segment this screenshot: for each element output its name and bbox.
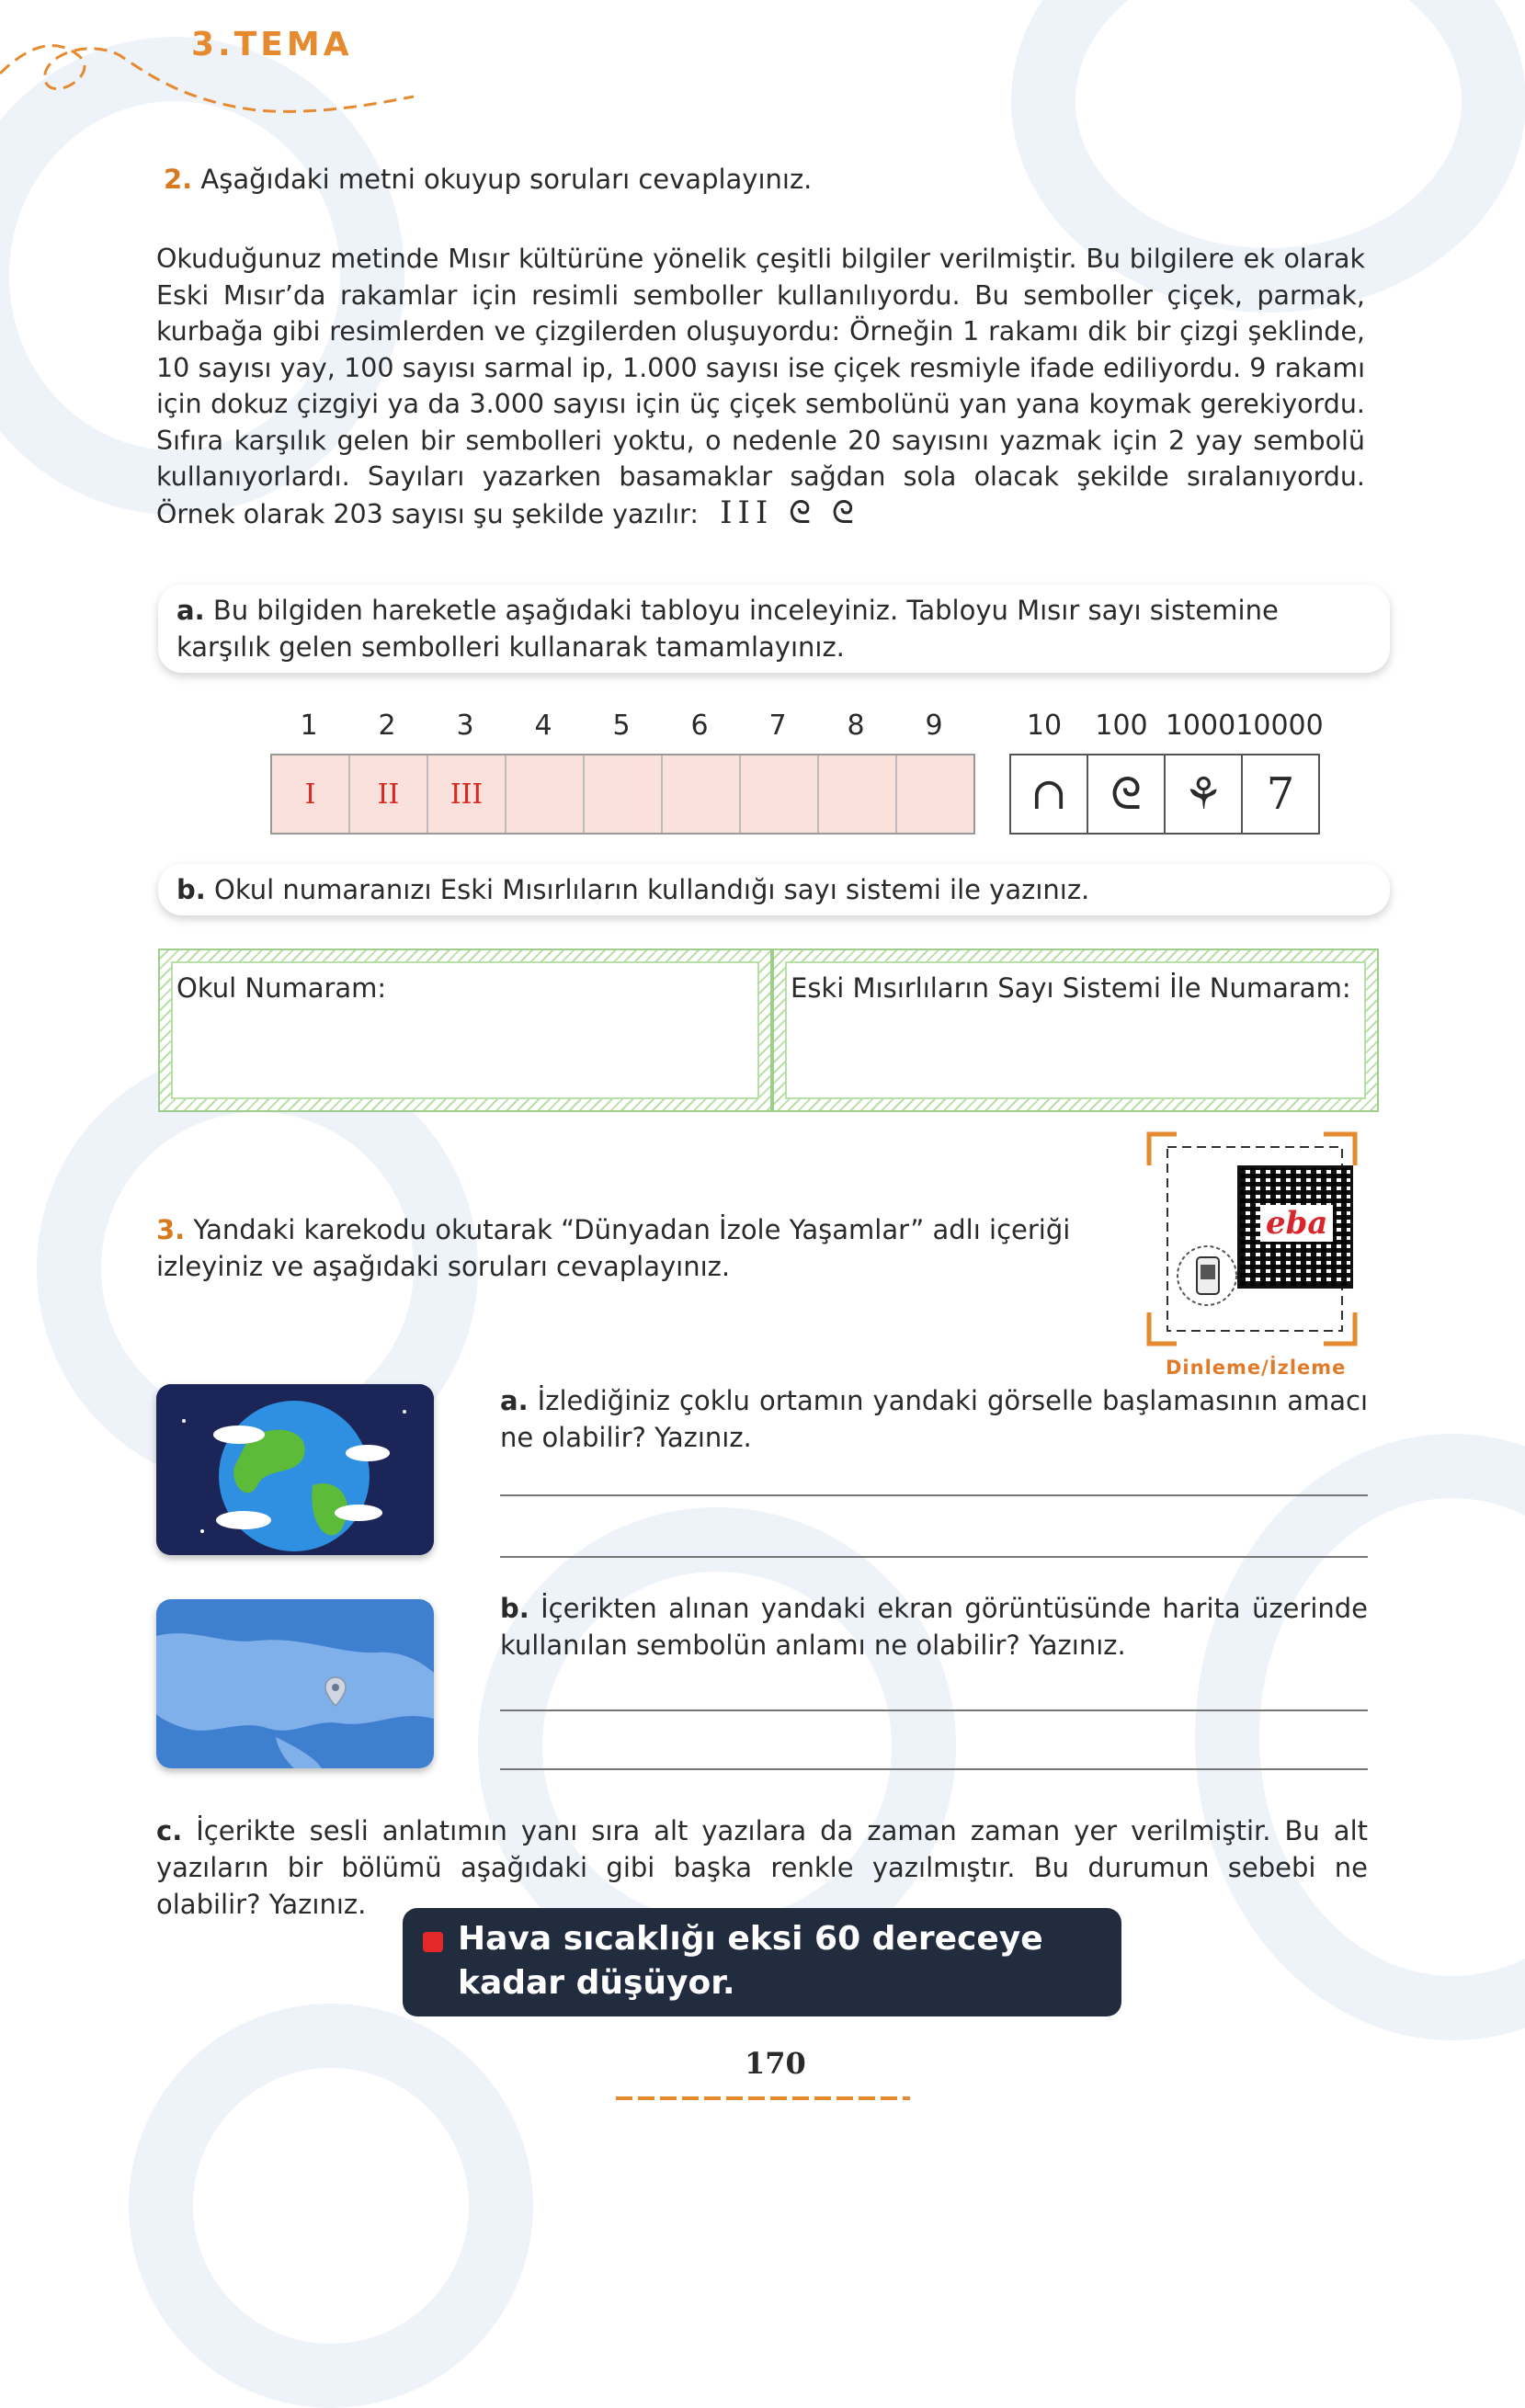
question-3a <box>500 1382 1368 1456</box>
paragraph-text: Okuduğunuz metinde Mısır kültürüne yönelik çeşitli bilgiler verilmiştir. Bu bilgilere ek olarak Eski Mısır’da rakamlar için resimli semboller kullanılıyordu. Bu semboller çiçek, parmak, kurbağa gibi resimlerden ve çizgilerden oluşuyordu: Örneğin 1 rakamı dik bir çizgi şeklinde, 10 sayısı yay, 100 sayısı sarmal ip, 1.000 sayısı ise çiçek resmiyle ifade ediliyordu. 9 rakamı için dokuz çizgiyi ya da 3.000 sayısı için üç çiçek sembolünü yan yana koymak gerekiyordu. Sıfıra karşılık gelen bir sembolleri yoktu, o nedenle 20 sayısını yazmak için 2 yay sembolü kullanıyorlardı. Sayıları yazarken basamaklar sağdan sola olacak şekilde sıralanıyordu. Örnek olarak 203 sayısı şu şekilde yazılır: <box>156 244 1365 529</box>
table-cell: III <box>428 755 506 833</box>
background-decoration <box>129 2004 533 2408</box>
earth-illustration <box>156 1384 434 1555</box>
phone-icon <box>1177 1239 1237 1312</box>
number-label: 10000 <box>1235 710 1324 742</box>
egyptian-powers-table <box>1009 754 1320 835</box>
box-label: Okul Numaram: <box>176 972 387 1004</box>
number-label: 7 <box>768 710 787 742</box>
map-image <box>156 1599 434 1768</box>
reading-paragraph <box>156 241 1365 532</box>
box-label: Eski Mısırlıların Sayı Sistemi İle Numaram: <box>791 972 1351 1004</box>
answer-line[interactable] <box>500 1494 1368 1496</box>
question-3c <box>156 1812 1368 1923</box>
question-number: 3. <box>156 1214 186 1245</box>
qr-code-image[interactable] <box>1237 1165 1353 1289</box>
prompt-text: Bu bilgiden hareketle aşağıdaki tabloyu inceleyiniz. Tabloyu Mısır sayı sistemine karşılık gelen sembolleri kullanarak tamamlayınız. <box>176 595 1279 663</box>
question-number: 2. <box>164 164 193 195</box>
earth-image <box>156 1384 434 1555</box>
egyptian-number-box[interactable] <box>772 948 1379 1112</box>
footer-ornament <box>616 2094 910 2103</box>
question-3b <box>500 1590 1368 1664</box>
red-bullet-icon <box>423 1932 443 1952</box>
qr-caption: Dinleme/İzleme <box>1166 1357 1347 1379</box>
subtitle-example <box>403 1908 1121 2016</box>
question-3-heading <box>156 1211 1075 1285</box>
number-label: 100 <box>1095 710 1148 742</box>
symbol-lotus: ⚘ <box>1166 755 1243 833</box>
prompt-text: İzlediğiniz çoklu ortamın yandaki görselle başlamasının amacı ne olabilir? Yazınız. <box>500 1385 1368 1453</box>
subtitle-text: Hava sıcaklığı eksi 60 dereceye kadar düşüyor. <box>458 1920 1043 2002</box>
table-cell-empty[interactable] <box>897 755 973 833</box>
school-number-box[interactable] <box>158 948 772 1112</box>
prompt-text: Okul numaranızı Eski Mısırlıların kullandığı sayı sistemi ile yazınız. <box>214 874 1090 905</box>
answer-line[interactable] <box>500 1556 1368 1558</box>
number-label: 9 <box>925 710 943 742</box>
table-cell-empty[interactable] <box>741 755 819 833</box>
number-label: 10 <box>1026 710 1063 742</box>
number-label: 6 <box>690 710 709 742</box>
table-cell-empty[interactable] <box>663 755 741 833</box>
page-number: 170 <box>745 2046 806 2081</box>
number-label: 1 <box>300 710 318 742</box>
table-cell-empty[interactable] <box>819 755 897 833</box>
prompt-text: İçerikten alınan yandaki ekran görüntüsünde harita üzerinde kullanılan sembolün anlamı ne olabilir? Yazınız. <box>500 1593 1369 1661</box>
table-cell-empty[interactable] <box>506 755 585 833</box>
symbol-coil: ᘓ <box>1088 755 1166 833</box>
question-instruction: Yandaki karekodu okutarak “Dünyadan İzole Yaşamlar” adlı içeriği izleyiniz ve aşağıdaki soruları cevaplayınız. <box>156 1214 1071 1282</box>
prompt-label: b. <box>500 1593 529 1624</box>
answer-line[interactable] <box>500 1768 1368 1770</box>
unit-title: 3.TEMA <box>191 26 353 63</box>
prompt-text: İçerikte sesli anlatımın yanı sıra alt yazılara da zaman zaman yer verilmiştir. Bu alt yazıların bir bölümü aşağıdaki gibi başka renkle yazılmıştır. Bu durumun sebebi ne olabilir? Yazınız. <box>156 1815 1369 1920</box>
question-instruction: Aşağıdaki metni okuyup soruları cevaplayınız. <box>200 164 813 195</box>
table-cell-empty[interactable] <box>585 755 663 833</box>
example-egyptian-symbols: III ᘓ ᘓ <box>720 494 859 531</box>
table-cell: I <box>272 755 350 833</box>
number-label: 5 <box>612 710 631 742</box>
prompt-label: c. <box>156 1815 183 1846</box>
question-2-heading <box>164 164 812 195</box>
answer-area[interactable] <box>785 961 1366 1099</box>
table-cell: II <box>350 755 428 833</box>
prompt-label: a. <box>500 1385 529 1416</box>
answer-area[interactable] <box>171 961 759 1099</box>
symbol-finger: 7 <box>1243 755 1318 833</box>
number-label: 1000 <box>1165 710 1236 742</box>
number-label: 3 <box>456 710 474 742</box>
number-label: 2 <box>378 710 396 742</box>
prompt-2a <box>158 585 1390 673</box>
eba-logo: eba <box>1260 1205 1333 1242</box>
prompt-label: b. <box>176 874 206 905</box>
egyptian-digits-table <box>270 754 975 835</box>
qr-code-block[interactable] <box>1140 1129 1364 1349</box>
answer-line[interactable] <box>500 1709 1368 1711</box>
background-decoration <box>1195 1434 1525 2040</box>
prompt-label: a. <box>176 595 205 626</box>
map-illustration <box>156 1599 434 1768</box>
number-label: 8 <box>847 710 865 742</box>
prompt-2b <box>158 864 1390 915</box>
symbol-arch: ∩ <box>1011 755 1088 833</box>
number-label: 4 <box>534 710 552 742</box>
